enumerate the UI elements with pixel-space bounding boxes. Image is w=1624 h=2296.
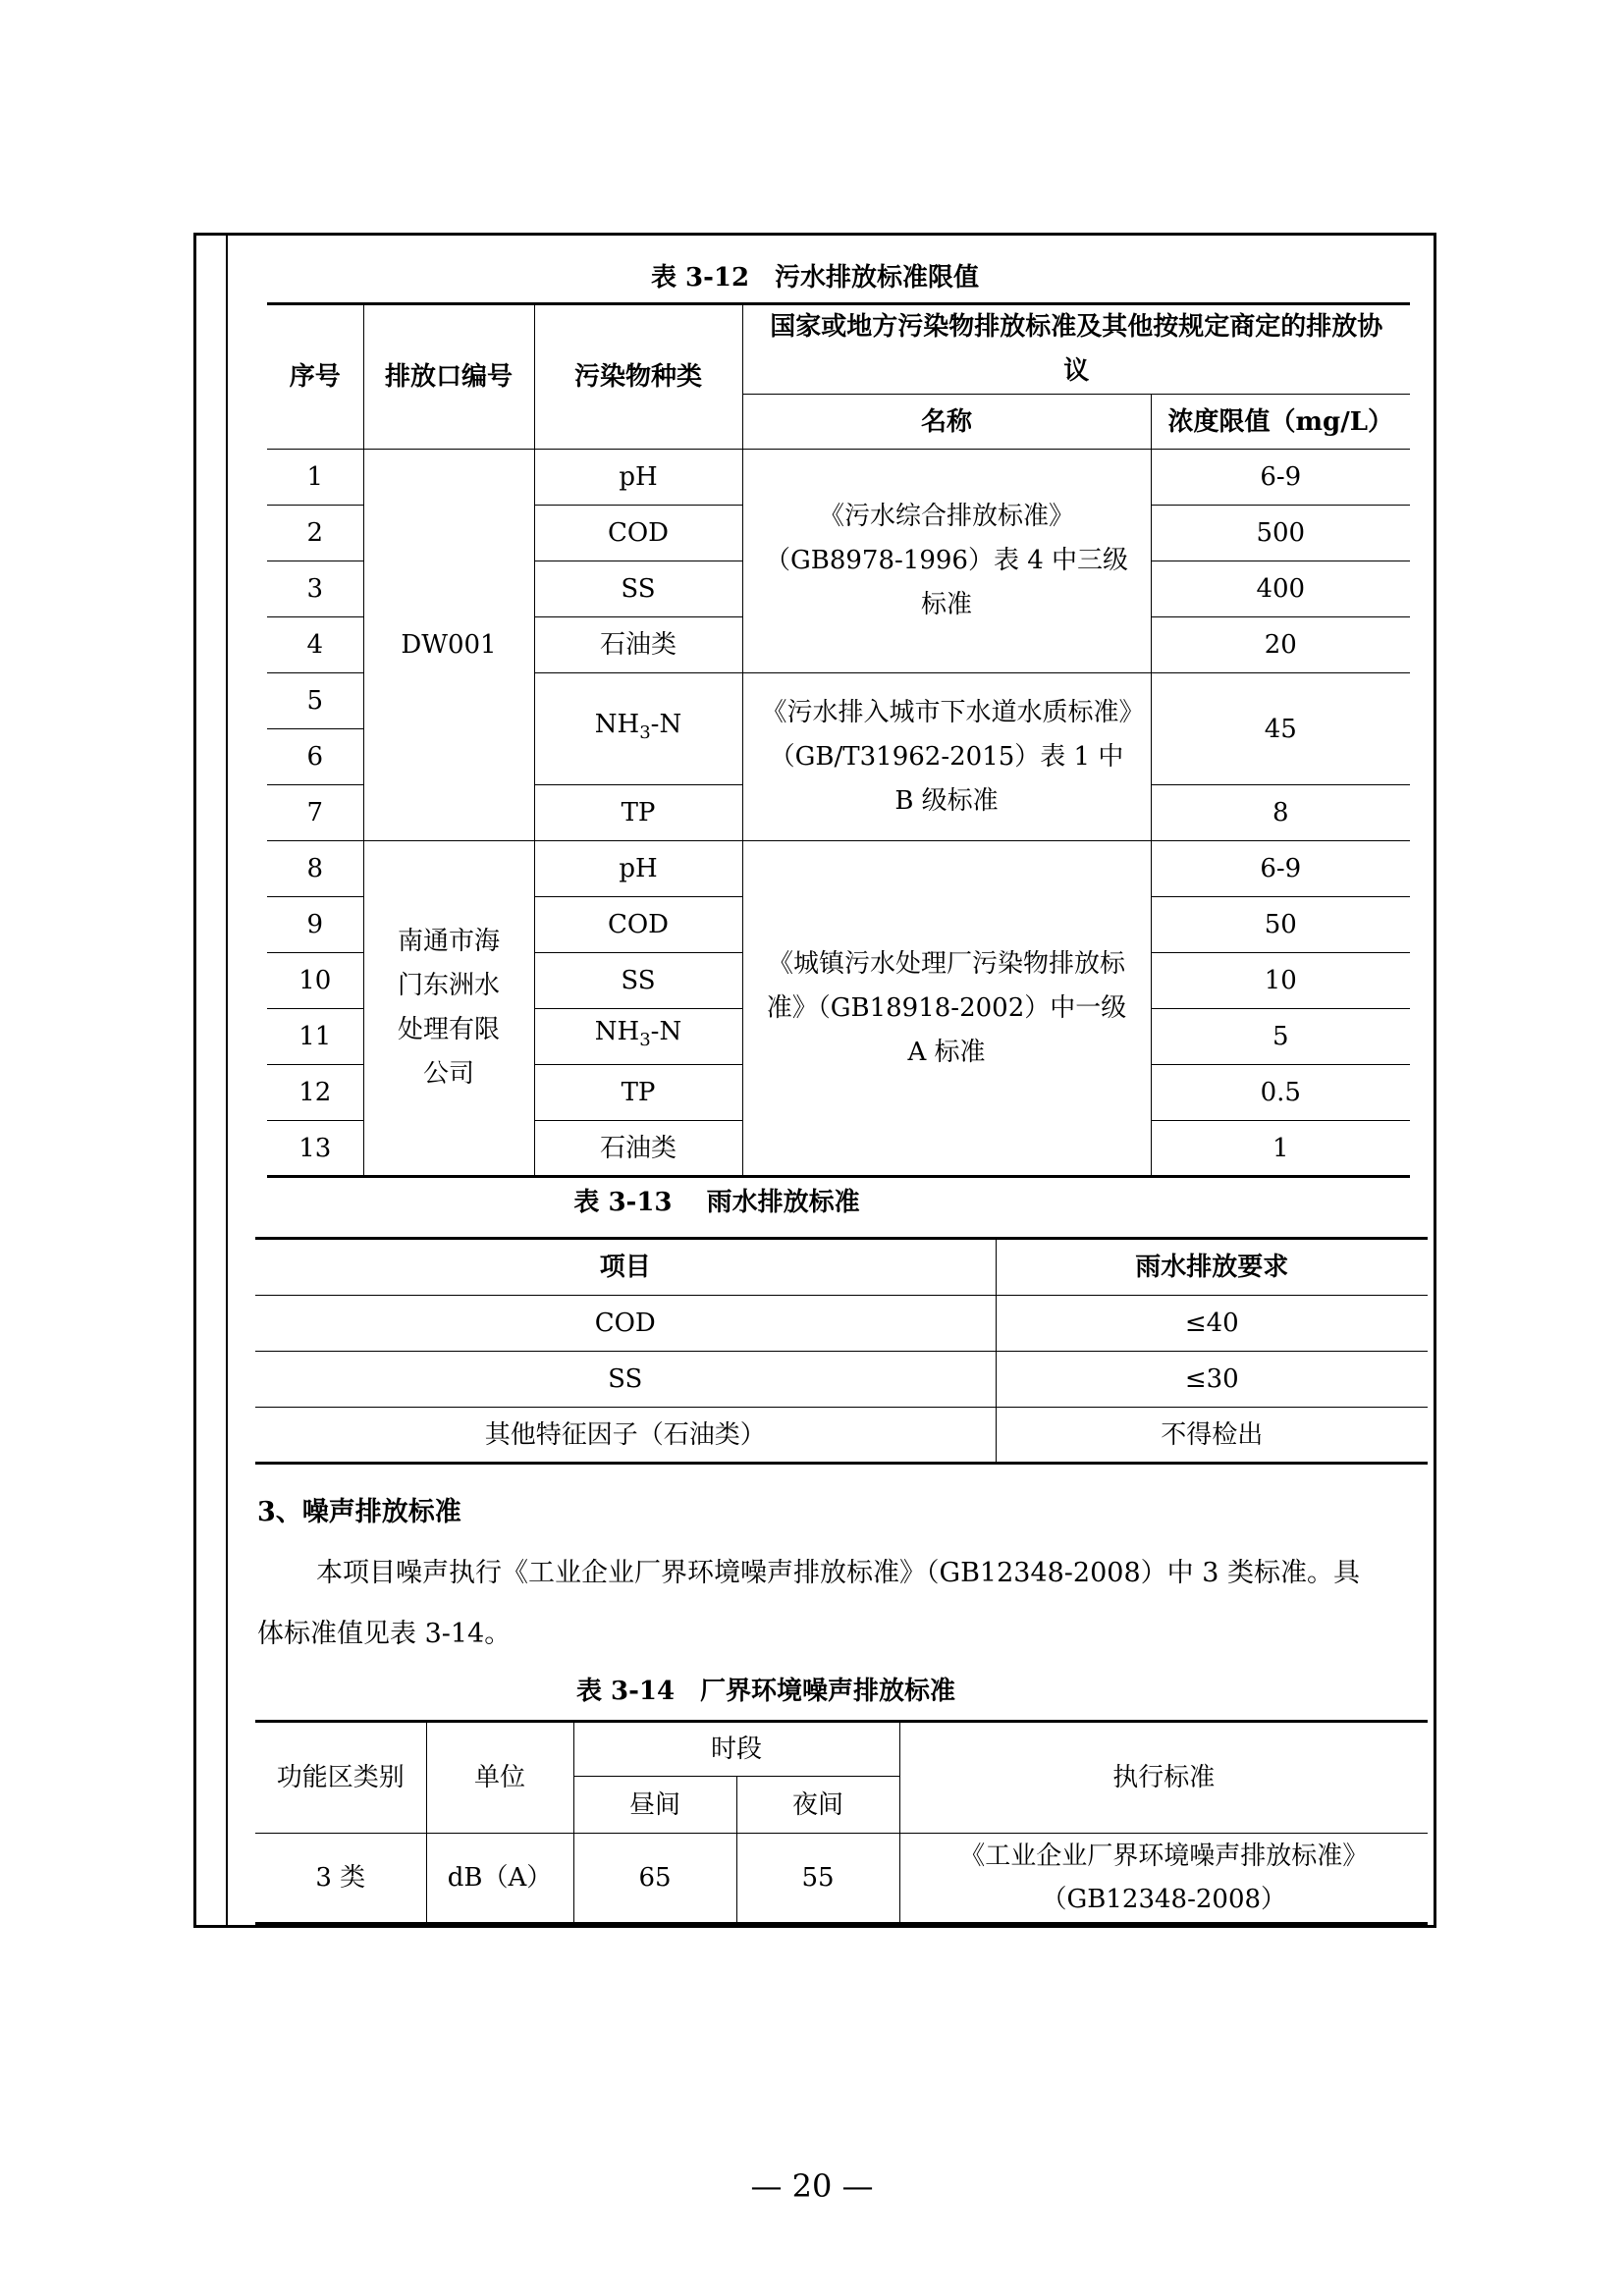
- row8-pollutant: pH: [534, 841, 742, 897]
- table3-caption: 表 3-14 厂界环境噪声排放标准: [575, 1677, 956, 1706]
- row12-pollutant: TP: [534, 1065, 742, 1121]
- standard-gb18918: 《城镇污水处理厂污染物排放标准》（GB18918-2002）中一级 A 标准: [742, 841, 1151, 1177]
- rain-row1-req: ≤40: [996, 1296, 1428, 1352]
- rainwater-standards-table: [255, 1237, 1428, 1465]
- noise-paragraph-line2: 体标准值见表 3-14。: [257, 1619, 512, 1649]
- row4-limit: 20: [1151, 617, 1410, 673]
- header-seq: 序号: [267, 304, 363, 450]
- row10-limit: 10: [1151, 953, 1410, 1009]
- noise-unit: dB（A）: [426, 1834, 573, 1924]
- row13-pollutant: 石油类: [534, 1121, 742, 1177]
- header-item: 项目: [255, 1239, 996, 1296]
- header-night: 夜间: [736, 1777, 899, 1834]
- rain-row3-req: 不得检出: [996, 1408, 1428, 1464]
- standard-gb8978: 《污水综合排放标准》（GB8978-1996）表 4 中三级标准: [742, 450, 1151, 673]
- header-outlet: 排放口编号: [363, 304, 534, 450]
- row11-pollutant: $NH_3-N$: [534, 1009, 742, 1065]
- row12-seq: 12: [267, 1065, 363, 1121]
- table2-caption: 表 3-13 雨水排放标准: [573, 1188, 860, 1217]
- row11-seq: 11: [267, 1009, 363, 1065]
- header-rain-req: 雨水排放要求: [996, 1239, 1428, 1296]
- noise-standards-table: [255, 1720, 1428, 1925]
- row13-limit: 1: [1151, 1121, 1410, 1177]
- noise-night: 55: [736, 1834, 899, 1924]
- row1-limit: 6-9: [1151, 450, 1410, 506]
- header-standards-group: 国家或地方污染物排放标准及其他按规定商定的排放协议: [742, 304, 1410, 395]
- row10-pollutant: SS: [534, 953, 742, 1009]
- rain-row1-item: COD: [255, 1296, 996, 1352]
- wastewater-standards-table: [267, 302, 1410, 1178]
- row1-seq: 1: [267, 450, 363, 506]
- noise-standard: 《工业企业厂界环境噪声排放标准》（GB12348-2008）: [899, 1834, 1428, 1924]
- row7-pollutant: TP: [534, 785, 742, 841]
- standard-gbt31962: 《污水排入城市下水道水质标准》（GB/T31962-2015）表 1 中 B 级标准: [742, 673, 1151, 841]
- row2-pollutant: COD: [534, 506, 742, 561]
- header-name: 名称: [742, 395, 1151, 450]
- header-unit: 单位: [426, 1722, 573, 1834]
- row3-limit: 400: [1151, 561, 1410, 617]
- header-zone: 功能区类别: [255, 1722, 426, 1834]
- row8-seq: 8: [267, 841, 363, 897]
- rain-row2-item: SS: [255, 1352, 996, 1408]
- outlet-haimen: 南通市海门东洲水处理有限公司: [363, 841, 534, 1177]
- document-frame: [193, 233, 1436, 1928]
- row5-limit: 45: [1151, 673, 1410, 785]
- noise-day: 65: [573, 1834, 736, 1924]
- row9-limit: 50: [1151, 897, 1410, 953]
- table1-caption: 表 3-12 污水排放标准限值: [650, 263, 980, 293]
- row12-limit: 0.5: [1151, 1065, 1410, 1121]
- row7-seq: 7: [267, 785, 363, 841]
- row6-seq: 6: [267, 729, 363, 785]
- row5-seq: 5: [267, 673, 363, 729]
- page-number: — 20 —: [750, 2167, 874, 2205]
- row11-limit: 5: [1151, 1009, 1410, 1065]
- row9-seq: 9: [267, 897, 363, 953]
- header-period: 时段: [573, 1722, 899, 1777]
- header-limit: 浓度限值（mg/L）: [1151, 395, 1410, 450]
- outlet-dw001: DW001: [363, 450, 534, 841]
- header-pollutant: 污染物种类: [534, 304, 742, 450]
- noise-zone: 3 类: [255, 1834, 426, 1924]
- rain-row2-req: ≤30: [996, 1352, 1428, 1408]
- noise-paragraph-line1: 本项目噪声执行《工业企业厂界环境噪声排放标准》（GB12348-2008）中 3 类标准。具: [316, 1558, 1360, 1588]
- header-day: 昼间: [573, 1777, 736, 1834]
- row3-pollutant: SS: [534, 561, 742, 617]
- section-heading-noise: 3、噪声排放标准: [257, 1497, 461, 1527]
- row3-seq: 3: [267, 561, 363, 617]
- header-std: 执行标准: [899, 1722, 1428, 1834]
- row4-pollutant: 石油类: [534, 617, 742, 673]
- row10-seq: 10: [267, 953, 363, 1009]
- row2-seq: 2: [267, 506, 363, 561]
- row4-seq: 4: [267, 617, 363, 673]
- row13-seq: 13: [267, 1121, 363, 1177]
- rain-row3-item: 其他特征因子（石油类）: [255, 1408, 996, 1464]
- row2-limit: 500: [1151, 506, 1410, 561]
- row5-pollutant: $NH_3-N$: [534, 673, 742, 785]
- row9-pollutant: COD: [534, 897, 742, 953]
- row7-limit: 8: [1151, 785, 1410, 841]
- row1-pollutant: pH: [534, 450, 742, 506]
- row8-limit: 6-9: [1151, 841, 1410, 897]
